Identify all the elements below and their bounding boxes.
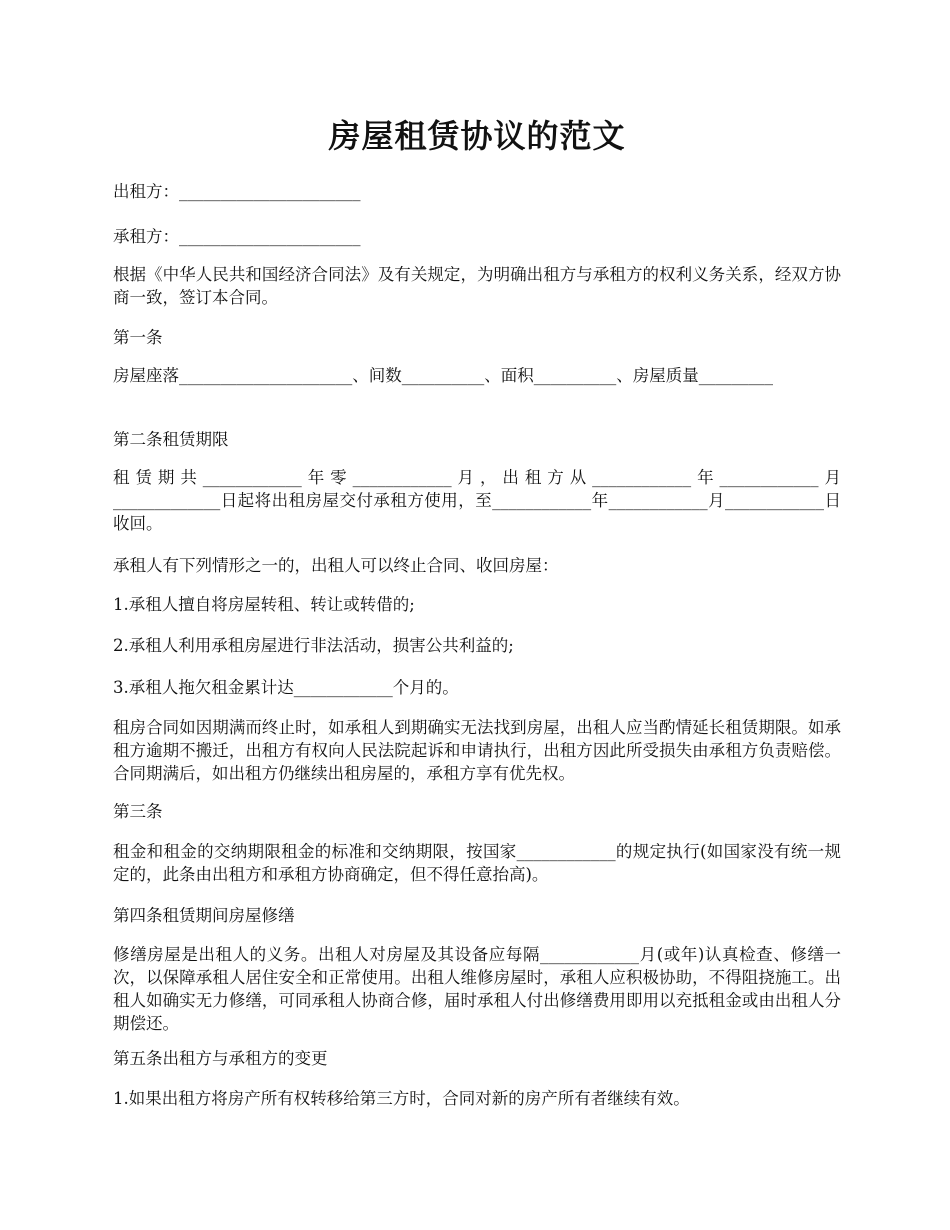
lessee-line: 承租方：______________________ bbox=[113, 227, 361, 246]
termination-item-1: 1.承租人擅自将房屋转租、转让或转借的; bbox=[113, 595, 415, 614]
article-4-heading: 第四条租赁期间房屋修缮 bbox=[113, 906, 295, 925]
article-1-heading: 第一条 bbox=[113, 328, 163, 347]
expiry-paragraph: 租房合同如因期满而终止时，如承租人到期确实无法找到房屋，出租人应当酌情延长租赁期限。如承租方逾期不搬迁，出租方有权向人民法院起诉和申请执行，出租方因此所受损失由承租方负责赔偿。合同期满后，如出租方仍继续出租房屋的，承租方享有优先权。 bbox=[113, 718, 841, 783]
termination-item-3: 3.承租人拖欠租金累计达____________个月的。 bbox=[113, 678, 459, 697]
article-2-heading: 第二条租赁期限 bbox=[113, 430, 229, 449]
termination-intro-paragraph: 承租人有下列情形之一的，出租人可以终止合同、收回房屋： bbox=[113, 556, 559, 575]
termination-item-2: 2.承租人利用承租房屋进行非法活动，损害公共利益的; bbox=[113, 636, 514, 655]
article-3-heading: 第三条 bbox=[113, 802, 163, 821]
lease-term-paragraph: 租赁期共____________年零____________月，出租方从____________年____________月_____________日起将出租房屋交付承租方使用，至____________年____________月____________日收回。 bbox=[113, 468, 841, 533]
repair-paragraph: 修缮房屋是出租人的义务。出租人对房屋及其设备应每隔____________月(或年)认真检查、修缮一次，以保障承租人居住安全和正常使用。出租人维修房屋时，承租人应积极协助，不得阻挠施工。出租人如确实无力修缮，可同承租人协商合修，届时承租人付出修缮费用即用以充抵租金或由出租人分期偿还。 bbox=[113, 945, 841, 1033]
lessor-line: 出租方：______________________ bbox=[113, 182, 361, 201]
article-5-heading: 第五条出租方与承租方的变更 bbox=[113, 1049, 328, 1068]
rent-paragraph: 租金和租金的交纳期限租金的标准和交纳期限，按国家____________的规定执行(如国家没有统一规定的，此条由出租方和承租方协商确定，但不得任意抬高)。 bbox=[113, 842, 841, 884]
preamble-paragraph: 根据《中华人民共和国经济合同法》及有关规定，为明确出租方与承租方的权利义务关系，经双方协商一致，签订本合同。 bbox=[113, 265, 841, 307]
document-title: 房屋租赁协议的范文 bbox=[328, 117, 626, 155]
change-item-1: 1.如果出租方将房产所有权转移给第三方时，合同对新的房产所有者继续有效。 bbox=[113, 1089, 690, 1108]
article-1-paragraph: 房屋座落_____________________、间数__________、面积__________、房屋质量_________ bbox=[113, 366, 773, 385]
